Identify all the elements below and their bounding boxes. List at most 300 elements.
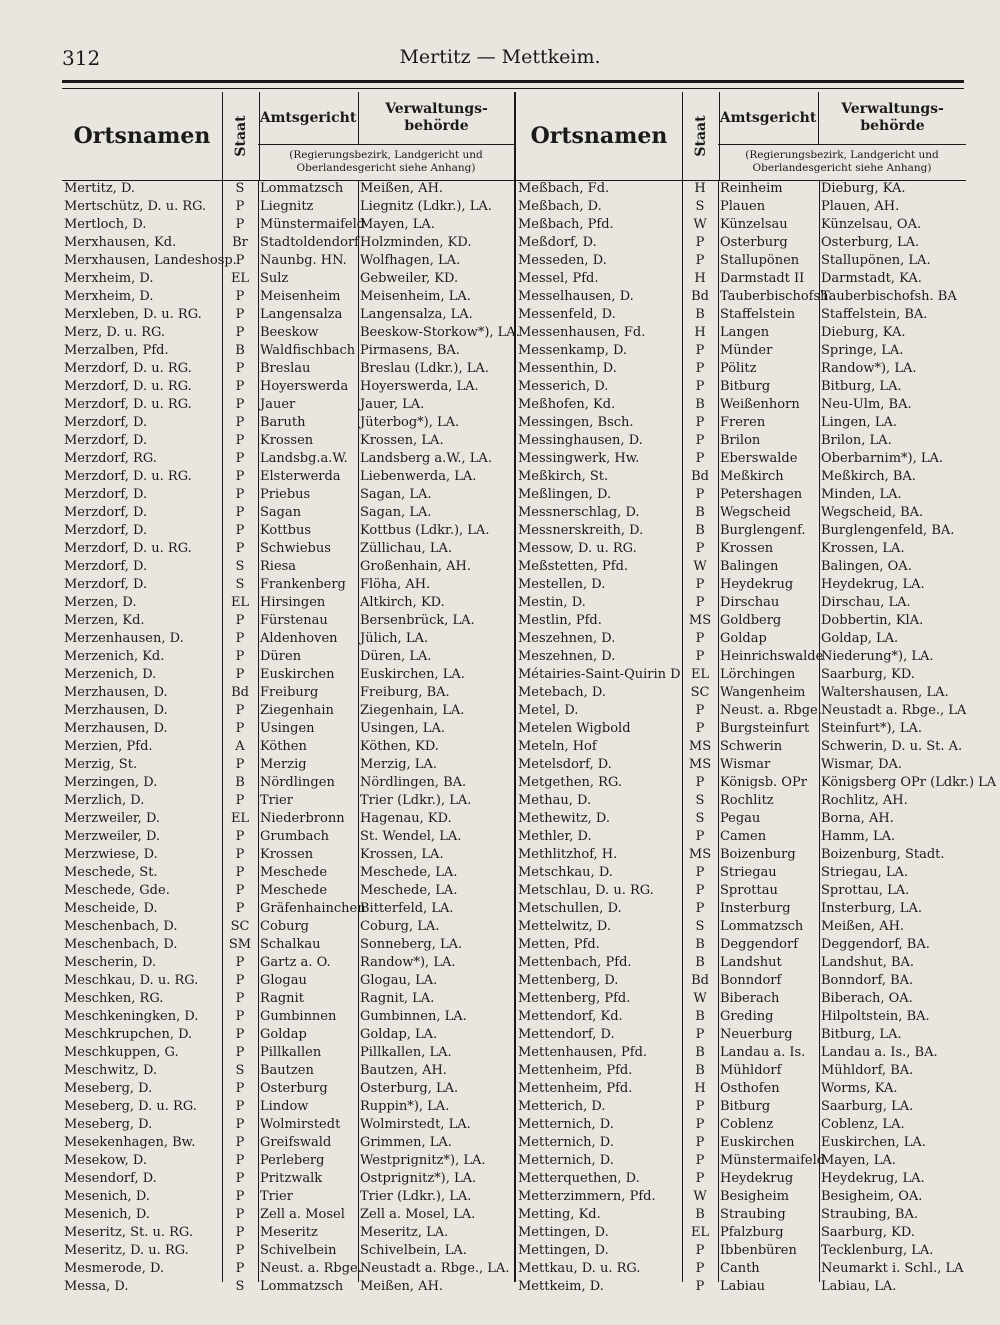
state-code: P — [235, 901, 245, 916]
table-row — [516, 846, 966, 864]
administrative-authority: Wegscheid, BA. — [821, 505, 924, 520]
administrative-authority: Balingen, OA. — [821, 559, 912, 574]
state-code: H — [694, 181, 706, 196]
district-court: Schwerin — [720, 739, 783, 754]
administrative-authority: Trier (Ldkr.), LA. — [360, 793, 472, 808]
administrative-authority: Wismar, DA. — [821, 757, 903, 772]
district-court: Sagan — [260, 505, 302, 520]
administrative-authority: Zell a. Mosel, LA. — [360, 1207, 476, 1222]
place-name: Meszehnen, D. — [518, 631, 616, 646]
table-row — [62, 990, 514, 1008]
state-code: B — [695, 397, 705, 412]
administrative-authority: Hagenau, KD. — [360, 811, 452, 826]
state-code: P — [695, 1261, 705, 1276]
state-code: P — [695, 1279, 705, 1294]
state-code: B — [695, 1207, 705, 1222]
district-court: Deggendorf — [720, 937, 798, 952]
right-column — [514, 92, 997, 1294]
state-code: B — [695, 1009, 705, 1024]
district-court: Pillkallen — [260, 1045, 322, 1060]
place-name: Merzdorf, D. — [64, 433, 148, 448]
place-name: Metterich, D. — [518, 1099, 606, 1114]
district-court: Reinheim — [720, 181, 783, 196]
administrative-authority: Heydekrug, LA. — [821, 577, 925, 592]
district-court: Meschede — [260, 883, 328, 898]
state-code: B — [695, 505, 705, 520]
state-code: S — [695, 793, 705, 808]
district-court: Darmstadt II — [720, 271, 805, 286]
table-row — [516, 522, 966, 540]
state-code: P — [235, 451, 245, 466]
header-verwaltungsbehoerde: Verwaltungs- behörde — [819, 92, 966, 145]
place-name: Merzdorf, D. u. RG. — [64, 397, 192, 412]
place-name: Metschullen, D. — [518, 901, 622, 916]
district-court: Neust. a. Rbge. — [260, 1261, 362, 1276]
table-row — [62, 882, 514, 900]
table-row — [62, 684, 514, 702]
administrative-authority: Krossen, LA. — [360, 847, 444, 862]
place-name: Metebach, D. — [518, 685, 607, 700]
state-code: S — [235, 577, 245, 592]
header-rule-thick — [62, 80, 964, 83]
place-name: Mesendorf, D. — [64, 1171, 157, 1186]
district-court: Tauberbischofsh. — [720, 289, 833, 304]
district-court: Bitburg — [720, 1099, 771, 1114]
table-row — [62, 864, 514, 882]
table-row — [516, 810, 966, 828]
place-name: Mettenhausen, Pfd. — [518, 1045, 648, 1060]
place-name: Merzalben, Pfd. — [64, 343, 169, 358]
administrative-authority: Flöha, AH. — [360, 577, 431, 592]
district-court: Merzig — [260, 757, 307, 772]
state-code: P — [695, 1027, 705, 1042]
district-court: Schwiebus — [260, 541, 331, 556]
administrative-authority: Breslau (Ldkr.), LA. — [360, 361, 489, 376]
table-row — [62, 396, 514, 414]
place-name: Meßbach, Fd. — [518, 181, 610, 196]
table-row — [516, 1044, 966, 1062]
place-name: Metternich, D. — [518, 1135, 614, 1150]
administrative-authority: Dobbertin, KlA. — [821, 613, 924, 628]
state-code: B — [695, 937, 705, 952]
place-name: Messenhausen, Fd. — [518, 325, 646, 340]
administrative-authority: Meisenheim, LA. — [360, 289, 471, 304]
state-code: P — [235, 649, 245, 664]
place-name: Metten, Pfd. — [518, 937, 600, 952]
place-name: Messingwerk, Hw. — [518, 451, 640, 466]
district-court: Wangenheim — [720, 685, 806, 700]
place-name: Meteln, Hof — [518, 739, 597, 754]
state-code: S — [235, 1063, 245, 1078]
table-row — [62, 738, 514, 756]
header-amtsgericht: Amtsgericht — [718, 92, 819, 145]
administrative-authority: Königsberg OPr (Ldkr.) LA — [821, 775, 997, 790]
district-court: Osterburg — [720, 235, 788, 250]
district-court: Straubing — [720, 1207, 786, 1222]
district-court: Münstermaifeld — [720, 1153, 826, 1168]
table-row — [516, 1008, 966, 1026]
administrative-authority: Saarburg, KD. — [821, 1225, 915, 1240]
place-name: Mertitz, D. — [64, 181, 136, 196]
table-row — [516, 1278, 966, 1296]
state-code: P — [235, 433, 245, 448]
place-name: Merzweiler, D. — [64, 811, 161, 826]
administrative-authority: Meschede, LA. — [360, 883, 458, 898]
district-court: Bitburg — [720, 379, 771, 394]
administrative-authority: Meißen, AH. — [360, 1279, 444, 1294]
state-code: P — [695, 343, 705, 358]
administrative-authority: Saarburg, LA. — [821, 1099, 914, 1114]
administrative-authority: Neumarkt i. Schl., LA — [821, 1261, 964, 1276]
table-row — [516, 1080, 966, 1098]
place-name: Meßlingen, D. — [518, 487, 612, 502]
table-row — [62, 810, 514, 828]
administrative-authority: Gebweiler, KD. — [360, 271, 459, 286]
district-court: Goldberg — [720, 613, 782, 628]
administrative-authority: Lingen, LA. — [821, 415, 897, 430]
state-code: P — [235, 1117, 245, 1132]
district-court: Wegscheid — [720, 505, 791, 520]
district-court: Jauer — [260, 397, 296, 412]
district-court: Langen — [720, 325, 770, 340]
table-row — [62, 1242, 514, 1260]
administrative-authority: Glogau, LA. — [360, 973, 438, 988]
place-name: Mettelwitz, D. — [518, 919, 612, 934]
administrative-authority: Ruppin*), LA. — [360, 1099, 450, 1114]
administrative-authority: Usingen, LA. — [360, 721, 445, 736]
district-court: Usingen — [260, 721, 315, 736]
table-row — [62, 1026, 514, 1044]
table-row — [516, 1026, 966, 1044]
state-code: P — [695, 487, 705, 502]
administrative-authority: Heydekrug, LA. — [821, 1171, 925, 1186]
administrative-authority: Stallupönen, LA. — [821, 253, 931, 268]
place-name: Messnerskreith, D. — [518, 523, 644, 538]
place-name: Merzingen, D. — [64, 775, 158, 790]
table-row — [62, 756, 514, 774]
state-code: P — [695, 1099, 705, 1114]
district-court: Düren — [260, 649, 302, 664]
table-row — [516, 1116, 966, 1134]
state-code: P — [235, 1081, 245, 1096]
district-court: Boizenburg — [720, 847, 796, 862]
state-code: B — [235, 343, 245, 358]
table-row — [62, 594, 514, 612]
table-row — [516, 774, 997, 792]
district-court: Ibbenbüren — [720, 1243, 797, 1258]
district-court: Burglengenf. — [720, 523, 806, 538]
state-code: P — [235, 307, 245, 322]
state-code: P — [235, 397, 245, 412]
table-row — [516, 216, 966, 234]
table-row — [516, 864, 966, 882]
state-code: SC — [690, 685, 710, 700]
administrative-authority: Meßkirch, BA. — [821, 469, 916, 484]
table-row — [62, 936, 514, 954]
table-row — [62, 648, 514, 666]
place-name: Methau, D. — [518, 793, 592, 808]
administrative-authority: Minden, LA. — [821, 487, 902, 502]
administrative-authority: Landshut, BA. — [821, 955, 915, 970]
place-name: Merzhausen, D. — [64, 721, 168, 736]
table-row — [516, 270, 966, 288]
district-court: Canth — [720, 1261, 760, 1276]
state-code: B — [695, 523, 705, 538]
administrative-authority: Künzelsau, OA. — [821, 217, 922, 232]
administrative-authority: Borna, AH. — [821, 811, 894, 826]
place-name: Meschede, St. — [64, 865, 158, 880]
state-code: A — [235, 739, 245, 754]
administrative-authority: Hoyerswerda, LA. — [360, 379, 479, 394]
table-row — [62, 378, 514, 396]
state-code: P — [235, 703, 245, 718]
table-row — [516, 792, 966, 810]
administrative-authority: Wolmirstedt, LA. — [360, 1117, 471, 1132]
administrative-authority: Sprottau, LA. — [821, 883, 910, 898]
table-row — [516, 450, 966, 468]
administrative-authority: Euskirchen, LA. — [360, 667, 465, 682]
state-code: Br — [232, 235, 248, 250]
table-row — [516, 504, 966, 522]
state-code: P — [235, 847, 245, 862]
administrative-authority: Bautzen, AH. — [360, 1063, 447, 1078]
administrative-authority: Landsberg a.W., LA. — [360, 451, 492, 466]
table-row — [516, 648, 966, 666]
place-name: Mestellen, D. — [518, 577, 606, 592]
administrative-authority: Biberach, OA. — [821, 991, 913, 1006]
administrative-authority: Deggendorf, BA. — [821, 937, 930, 952]
state-code: P — [235, 667, 245, 682]
administrative-authority: Bitburg, LA. — [821, 1027, 902, 1042]
state-code: SM — [228, 937, 252, 952]
state-code: P — [695, 1117, 705, 1132]
district-court: Neuerburg — [720, 1027, 793, 1042]
district-court: Freren — [720, 415, 766, 430]
district-court: Coburg — [260, 919, 310, 934]
table-row — [516, 1170, 966, 1188]
district-court: Lommatzsch — [260, 181, 344, 196]
left-rows — [62, 180, 520, 1296]
administrative-authority: Sonneberg, LA. — [360, 937, 463, 952]
district-court: Meisenheim — [260, 289, 341, 304]
district-court: Münstermaifeld — [260, 217, 366, 232]
place-name: Mettenheim, Pfd. — [518, 1081, 633, 1096]
district-court: Striegau — [720, 865, 777, 880]
district-court: Ragnit — [260, 991, 304, 1006]
place-name: Merzhausen, D. — [64, 703, 168, 718]
district-court: Landau a. Is. — [720, 1045, 806, 1060]
place-name: Meschwitz, D. — [64, 1063, 158, 1078]
place-name: Merzweiler, D. — [64, 829, 161, 844]
place-name: Metternich, D. — [518, 1153, 614, 1168]
place-name: Meschkeningken, D. — [64, 1009, 199, 1024]
table-row — [516, 396, 966, 414]
place-name: Merzdorf, D. — [64, 577, 148, 592]
place-name: Metschkau, D. — [518, 865, 613, 880]
district-court: Insterburg — [720, 901, 791, 916]
place-name: Meßbach, Pfd. — [518, 217, 614, 232]
state-code: SC — [230, 919, 250, 934]
left-table-header — [62, 92, 514, 181]
place-name: Merzlich, D. — [64, 793, 145, 808]
administrative-authority: Züllichau, LA. — [360, 541, 453, 556]
right-table-header — [516, 92, 966, 181]
place-name: Messa, D. — [64, 1279, 129, 1294]
state-code: W — [693, 991, 707, 1006]
state-code: P — [235, 865, 245, 880]
administrative-authority: Holzminden, KD. — [360, 235, 472, 250]
header-staat-label: Staat — [233, 115, 249, 157]
administrative-authority: Meschede, LA. — [360, 865, 458, 880]
state-code: EL — [690, 667, 710, 682]
administrative-authority: Bersenbrück, LA. — [360, 613, 475, 628]
place-name: Messingen, Bsch. — [518, 415, 634, 430]
administrative-authority: Neustadt a. Rbge., LA. — [360, 1261, 510, 1276]
table-row — [516, 900, 966, 918]
administrative-authority: Freiburg, BA. — [360, 685, 450, 700]
place-name: Messerich, D. — [518, 379, 609, 394]
table-row — [62, 792, 514, 810]
place-name: Mertschütz, D. u. RG. — [64, 199, 207, 214]
place-name: Merzdorf, D. u. RG. — [64, 541, 192, 556]
state-code: P — [235, 1207, 245, 1222]
place-name: Merzdorf, D. — [64, 559, 148, 574]
place-name: Merzdorf, D. u. RG. — [64, 469, 192, 484]
administrative-authority: Pirmasens, BA. — [360, 343, 460, 358]
state-code: P — [695, 595, 705, 610]
place-name: Merzenhausen, D. — [64, 631, 184, 646]
place-name: Merzig, St. — [64, 757, 138, 772]
district-court: Hirsingen — [260, 595, 326, 610]
table-row — [516, 324, 966, 342]
table-row — [62, 468, 514, 486]
place-name: Methewitz, D. — [518, 811, 611, 826]
state-code: P — [235, 757, 245, 772]
table-row — [62, 288, 514, 306]
place-name: Meseritz, D. u. RG. — [64, 1243, 189, 1258]
state-code: Bd — [231, 685, 249, 700]
administrative-authority: Grimmen, LA. — [360, 1135, 452, 1150]
administrative-authority: Jüterbog*), LA. — [360, 415, 460, 430]
administrative-authority: Bitburg, LA. — [821, 379, 902, 394]
table-row — [62, 1134, 514, 1152]
table-row — [516, 666, 966, 684]
table-row — [62, 1278, 514, 1296]
place-name: Metelen Wigbold — [518, 721, 631, 736]
administrative-authority: Krossen, LA. — [360, 433, 444, 448]
state-code: W — [693, 1189, 707, 1204]
district-court: Petershagen — [720, 487, 803, 502]
place-name: Mettenheim, Pfd. — [518, 1063, 633, 1078]
administrative-authority: Beeskow-Storkow*), LA. — [360, 325, 520, 340]
place-name: Meschede, Gde. — [64, 883, 170, 898]
place-name: Meschkau, D. u. RG. — [64, 973, 199, 988]
table-row — [62, 522, 514, 540]
table-row — [516, 1134, 966, 1152]
state-code: P — [235, 1045, 245, 1060]
place-name: Meszehnen, D. — [518, 649, 616, 664]
table-row — [516, 990, 966, 1008]
place-name: Metelsdorf, D. — [518, 757, 612, 772]
state-code: P — [695, 865, 705, 880]
district-court: Heinrichswalde — [720, 649, 824, 664]
district-court: Königsb. OPr — [720, 775, 807, 790]
table-row — [516, 630, 966, 648]
state-code: P — [235, 487, 245, 502]
table-row — [62, 306, 514, 324]
state-code: W — [693, 559, 707, 574]
place-name: Merzenich, D. — [64, 667, 157, 682]
district-court: Rochlitz — [720, 793, 774, 808]
administrative-authority: Trier (Ldkr.), LA. — [360, 1189, 472, 1204]
state-code: P — [695, 829, 705, 844]
state-code: P — [235, 217, 245, 232]
state-code: P — [235, 541, 245, 556]
administrative-authority: Straubing, BA. — [821, 1207, 918, 1222]
administrative-authority: Bitterfeld, LA. — [360, 901, 454, 916]
district-court: Euskirchen — [720, 1135, 795, 1150]
state-code: P — [235, 1261, 245, 1276]
place-name: Messnerschlag, D. — [518, 505, 640, 520]
district-court: Sprottau — [720, 883, 778, 898]
place-name: Merz, D. u. RG. — [64, 325, 166, 340]
place-name: Meßdorf, D. — [518, 235, 597, 250]
place-name: Metterquethen, D. — [518, 1171, 640, 1186]
state-code: H — [694, 1081, 706, 1096]
place-name: Methler, D. — [518, 829, 592, 844]
district-court: Bonndorf — [720, 973, 782, 988]
place-name: Meschenbach, D. — [64, 919, 178, 934]
district-court: Liegnitz — [260, 199, 314, 214]
table-row — [516, 594, 966, 612]
district-court: Lindow — [260, 1099, 309, 1114]
place-name: Mesekow, D. — [64, 1153, 148, 1168]
table-row — [62, 324, 520, 342]
table-row — [62, 450, 514, 468]
state-code: P — [695, 541, 705, 556]
state-code: EL — [230, 271, 250, 286]
header-staat-label: Staat — [693, 115, 709, 157]
administrative-authority: Kottbus (Ldkr.), LA. — [360, 523, 490, 538]
place-name: Metel, D. — [518, 703, 579, 718]
place-name: Mettendorf, D. — [518, 1027, 615, 1042]
place-name: Merzwiese, D. — [64, 847, 158, 862]
state-code: P — [235, 883, 245, 898]
administrative-authority: Niederung*), LA. — [821, 649, 934, 664]
place-name: Messeden, D. — [518, 253, 607, 268]
state-code: MS — [688, 739, 712, 754]
district-court: Osterburg — [260, 1081, 328, 1096]
administrative-authority: Oberbarnim*), LA. — [821, 451, 944, 466]
table-row — [62, 198, 514, 216]
district-court: Labiau — [720, 1279, 765, 1294]
place-name: Mesekenhagen, Bw. — [64, 1135, 196, 1150]
district-court: Trier — [260, 1189, 293, 1204]
state-code: P — [695, 235, 705, 250]
place-name: Metgethen, RG. — [518, 775, 623, 790]
state-code: Bd — [691, 973, 709, 988]
header-staat — [682, 92, 720, 180]
district-court: Perleberg — [260, 1153, 325, 1168]
table-row — [516, 702, 966, 720]
table-row — [516, 540, 966, 558]
district-court: Aldenhoven — [260, 631, 338, 646]
table-row — [62, 774, 514, 792]
district-court: Lommatzsch — [260, 1279, 344, 1294]
district-court: Pegau — [720, 811, 761, 826]
place-name: Methlitzhof, H. — [518, 847, 618, 862]
table-row — [516, 720, 966, 738]
